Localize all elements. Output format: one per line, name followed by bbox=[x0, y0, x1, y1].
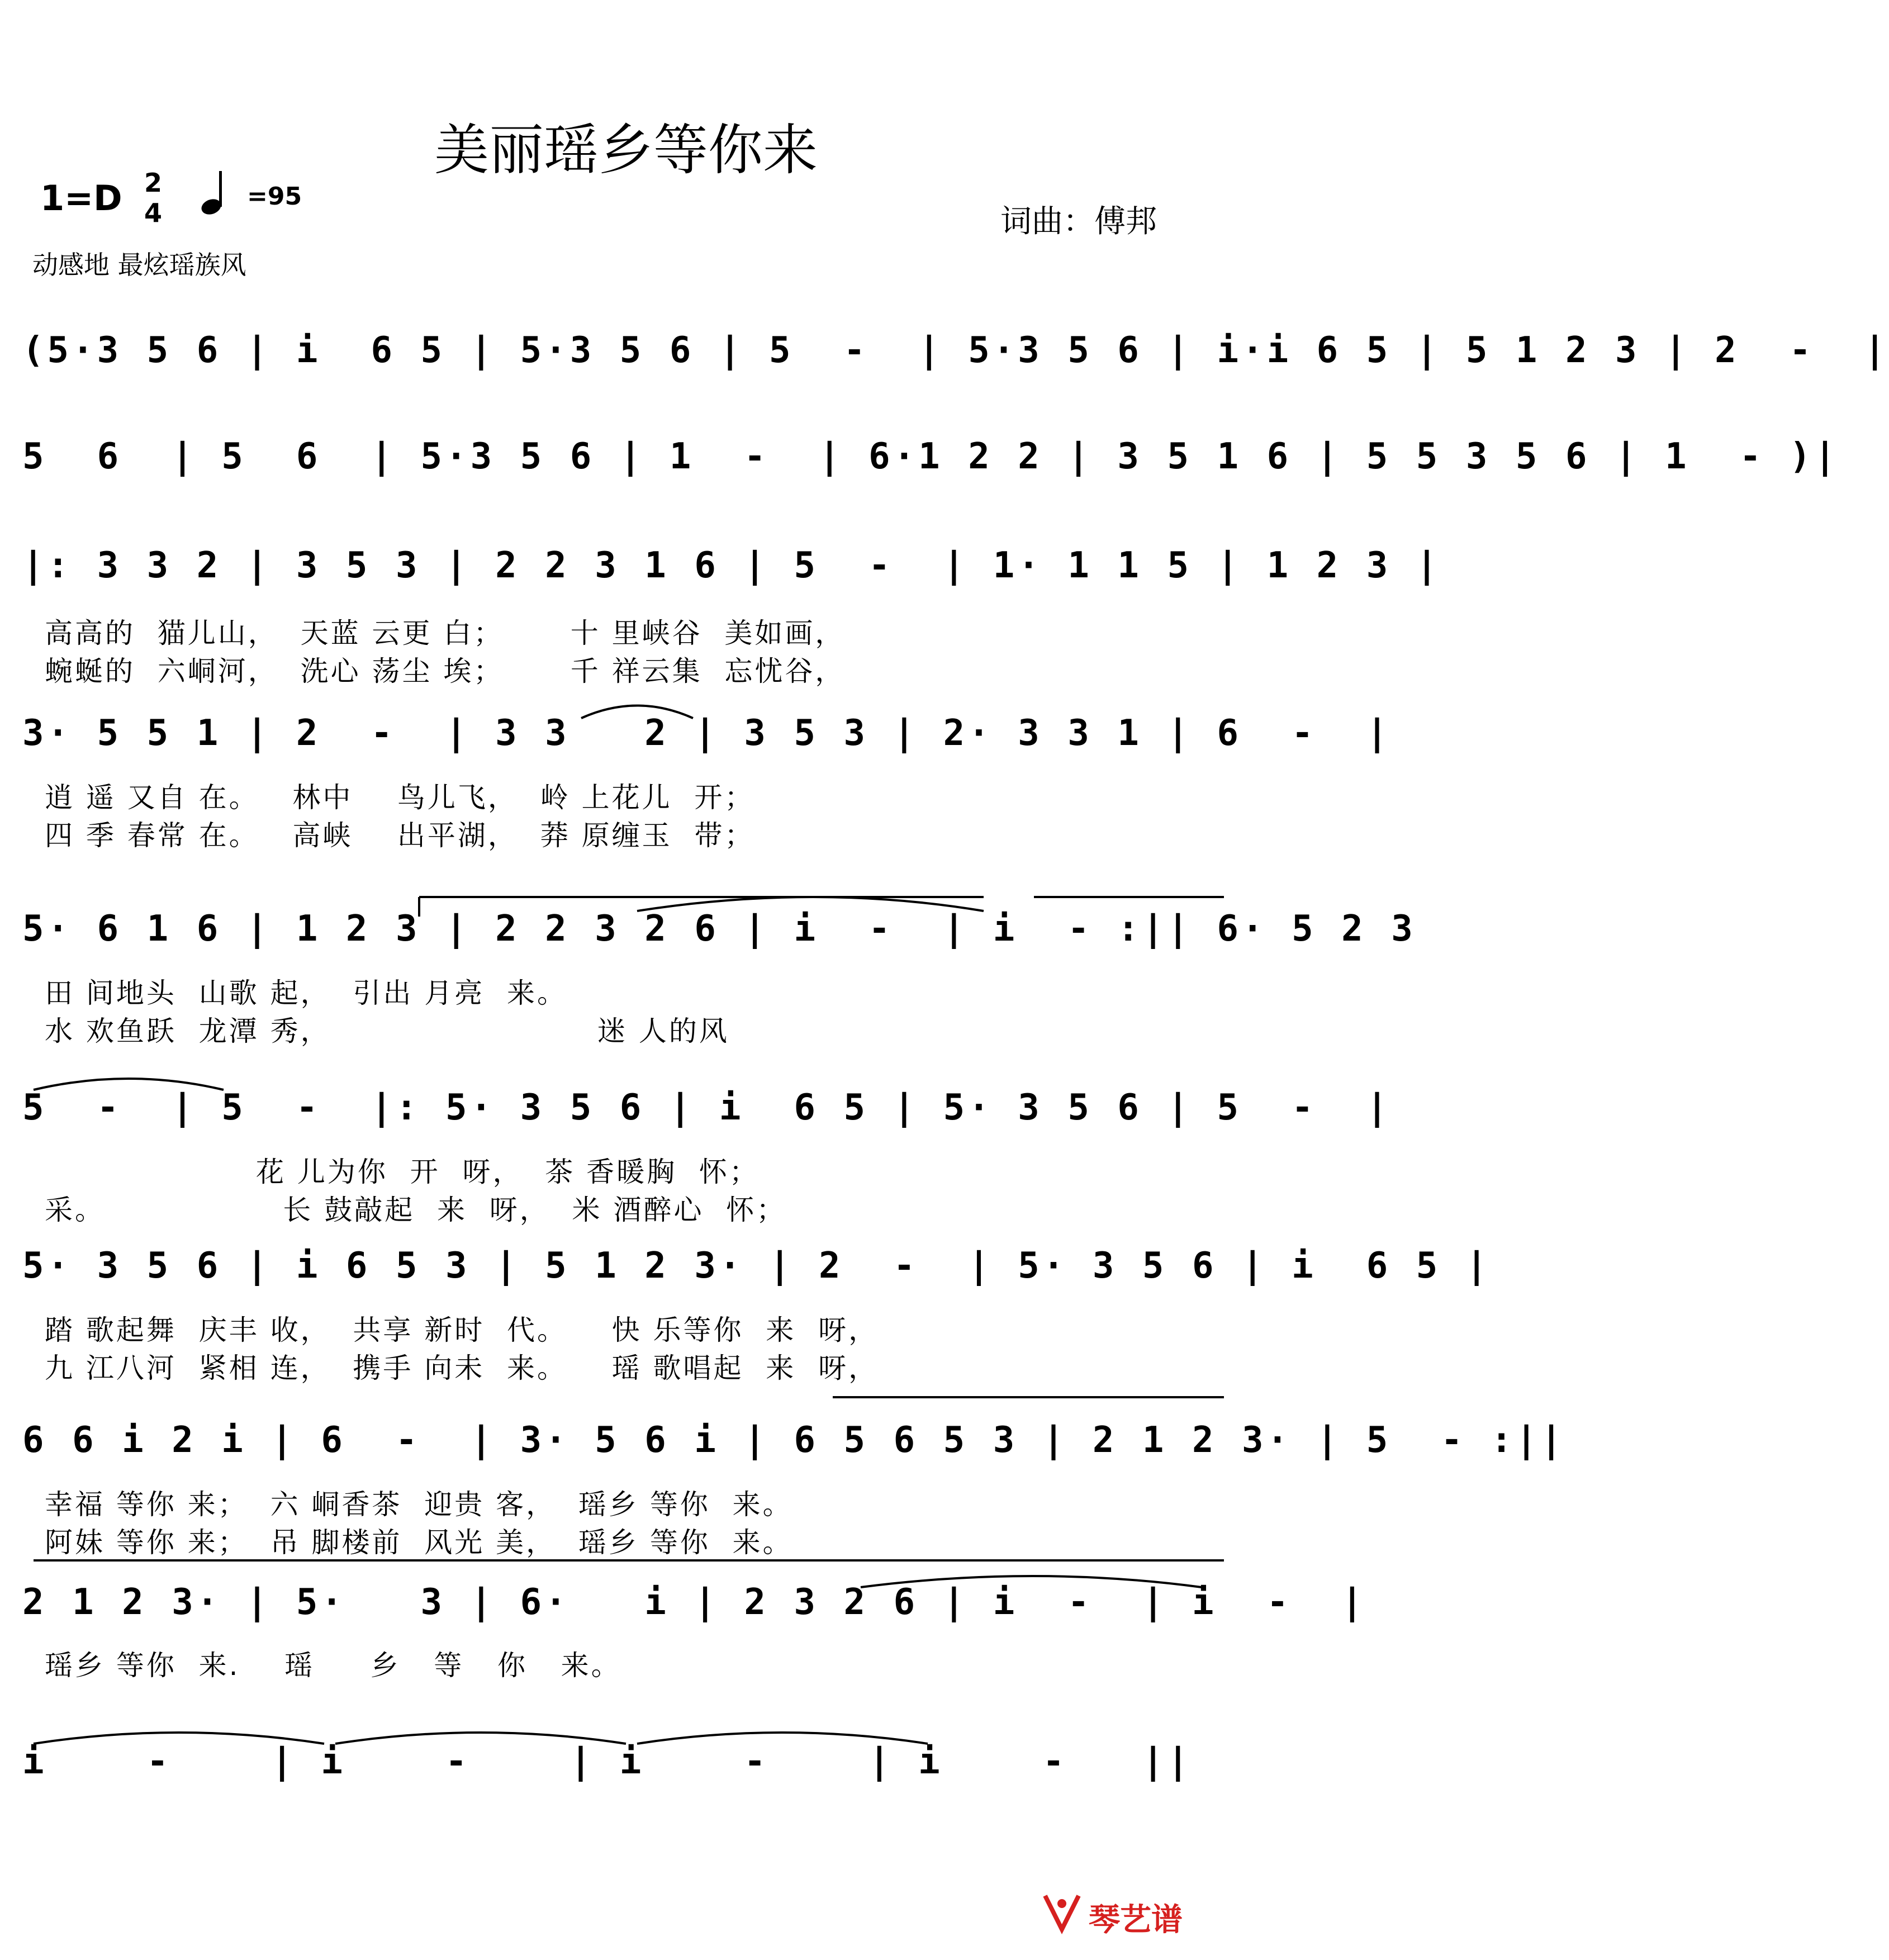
lyric-verse-2: 四 季 春常 在。 高峡 出平湖， 莽 原缠玉 带； bbox=[45, 819, 755, 852]
site-logo bbox=[1040, 1887, 1230, 1938]
lyric-verse-1: 幸福 等你 来； 六 峒香茶 迎贵 客， 瑶乡 等你 来。 bbox=[45, 1488, 793, 1521]
notation-line: i - | i - | i - | i - || bbox=[22, 1741, 1192, 1782]
score-system-6 bbox=[22, 1087, 1392, 1238]
expression-mark: 动感地 最炫瑶族风 bbox=[32, 250, 246, 280]
song-title: 美丽瑶乡等你来 bbox=[434, 118, 818, 182]
lyric-verse-1: 田 间地头 山歌 起， 引出 月亮 来。 bbox=[45, 977, 568, 1009]
lyric-verse-1: 花 儿为你 开 呀， 茶 香暖胸 怀； bbox=[45, 1156, 760, 1188]
lyric-verse-1: 逍 遥 又自 在。 林中 鸟儿飞， 岭 上花儿 开； bbox=[45, 781, 755, 814]
score-system-4 bbox=[22, 713, 1392, 863]
notation-line: |: 3 3 2 | 3 5 3 | 2 2 3 1 6 | 5 - | 1· 1 1 5 | 1 2 3 | bbox=[22, 545, 1441, 586]
tempo-value: =95 bbox=[247, 182, 302, 211]
time-signature-bottom: 4 bbox=[144, 198, 162, 228]
notation-line: 5 - | 5 - |: 5· 3 5 6 | i 6 5 | 5· 3 5 6 | 5 - | bbox=[22, 1087, 1392, 1128]
score-system-3 bbox=[22, 545, 1441, 696]
notation-line: (5·3 5 6 | i 6 5 | 5·3 5 6 | 5 - | 5·3 5 6 | i·i 6 5 | 5 1 2 3 | 2 - | bbox=[22, 330, 1889, 371]
lyric-verse-1: 高高的 猫儿山， 天蓝 云更 白； 十 里峡谷 美如画， bbox=[45, 617, 846, 649]
lyric-verse-1: 踏 歌起舞 庆丰 收， 共享 新时 代。 快 乐等你 来 呀， bbox=[45, 1314, 879, 1346]
lyric-verse-2: 水 欢鱼跃 龙潭 秀， 迷 人的风 bbox=[45, 1015, 729, 1047]
composer-credit: 词曲：傅邦 bbox=[1000, 203, 1157, 240]
notation-line: 2 1 2 3· | 5· 3 | 6· i | 2 3 2 6 | i - | i - | bbox=[22, 1582, 1366, 1623]
notation-line: 5 6 | 5 6 | 5·3 5 6 | 1 - | 6·1 2 2 | 3 5 1 6 | 5 5 3 5 6 | 1 - )| bbox=[22, 436, 1839, 477]
lyric-verse-2: 蜿蜒的 六峒河， 洗心 荡尘 埃； 千 祥云集 忘忧谷， bbox=[45, 655, 846, 687]
logo-text: 琴艺谱 bbox=[1089, 1902, 1183, 1938]
score-system-2 bbox=[22, 436, 1839, 503]
notation-line: 6 6 i 2 i | 6 - | 3· 5 6 i | 6 5 6 5 3 | 2 1 2 3· | 5 - :|| bbox=[22, 1420, 1565, 1461]
notation-line: 3· 5 5 1 | 2 - | 3 3 2 | 3 5 3 | 2· 3 3 1 | 6 - | bbox=[22, 713, 1392, 754]
notation-line: 5· 6 1 6 | 1 2 3 | 2 2 3 2 6 | i - | i - :|| 6· 5 2 3 bbox=[22, 908, 1416, 950]
notation-line: 5· 3 5 6 | i 6 5 3 | 5 1 2 3· | 2 - | 5· 3 5 6 | i 6 5 | bbox=[22, 1245, 1491, 1287]
lyric-verse-2: 阿妹 等你 来； 吊 脚楼前 风光 美， 瑶乡 等你 来。 bbox=[45, 1526, 793, 1559]
key-signature bbox=[40, 178, 122, 219]
quarter-note-icon bbox=[197, 168, 241, 218]
logo-mark-icon bbox=[1040, 1890, 1084, 1935]
lyric-verse-2: 九 江八河 紧相 连， 携手 向未 来。 瑶 歌唱起 来 呀， bbox=[45, 1352, 879, 1384]
lyric-verse-2: 采。 长 鼓敲起 来 呀， 米 酒醉心 怀； bbox=[45, 1194, 787, 1226]
score-system-10 bbox=[22, 1741, 1224, 1808]
time-signature-top: 2 bbox=[144, 168, 162, 198]
tempo-marking bbox=[197, 168, 308, 218]
score-system-5 bbox=[22, 908, 1416, 1059]
key-label: 1=D bbox=[40, 178, 122, 219]
score-system-8 bbox=[22, 1420, 1565, 1570]
lyric-verse-1: 瑶乡 等你 来. 瑶 乡 等 你 来。 bbox=[45, 1649, 621, 1682]
time-signature bbox=[141, 168, 165, 228]
score-system-1 bbox=[22, 330, 1889, 397]
score-system-9 bbox=[22, 1582, 1366, 1693]
score-system-7 bbox=[22, 1245, 1491, 1396]
